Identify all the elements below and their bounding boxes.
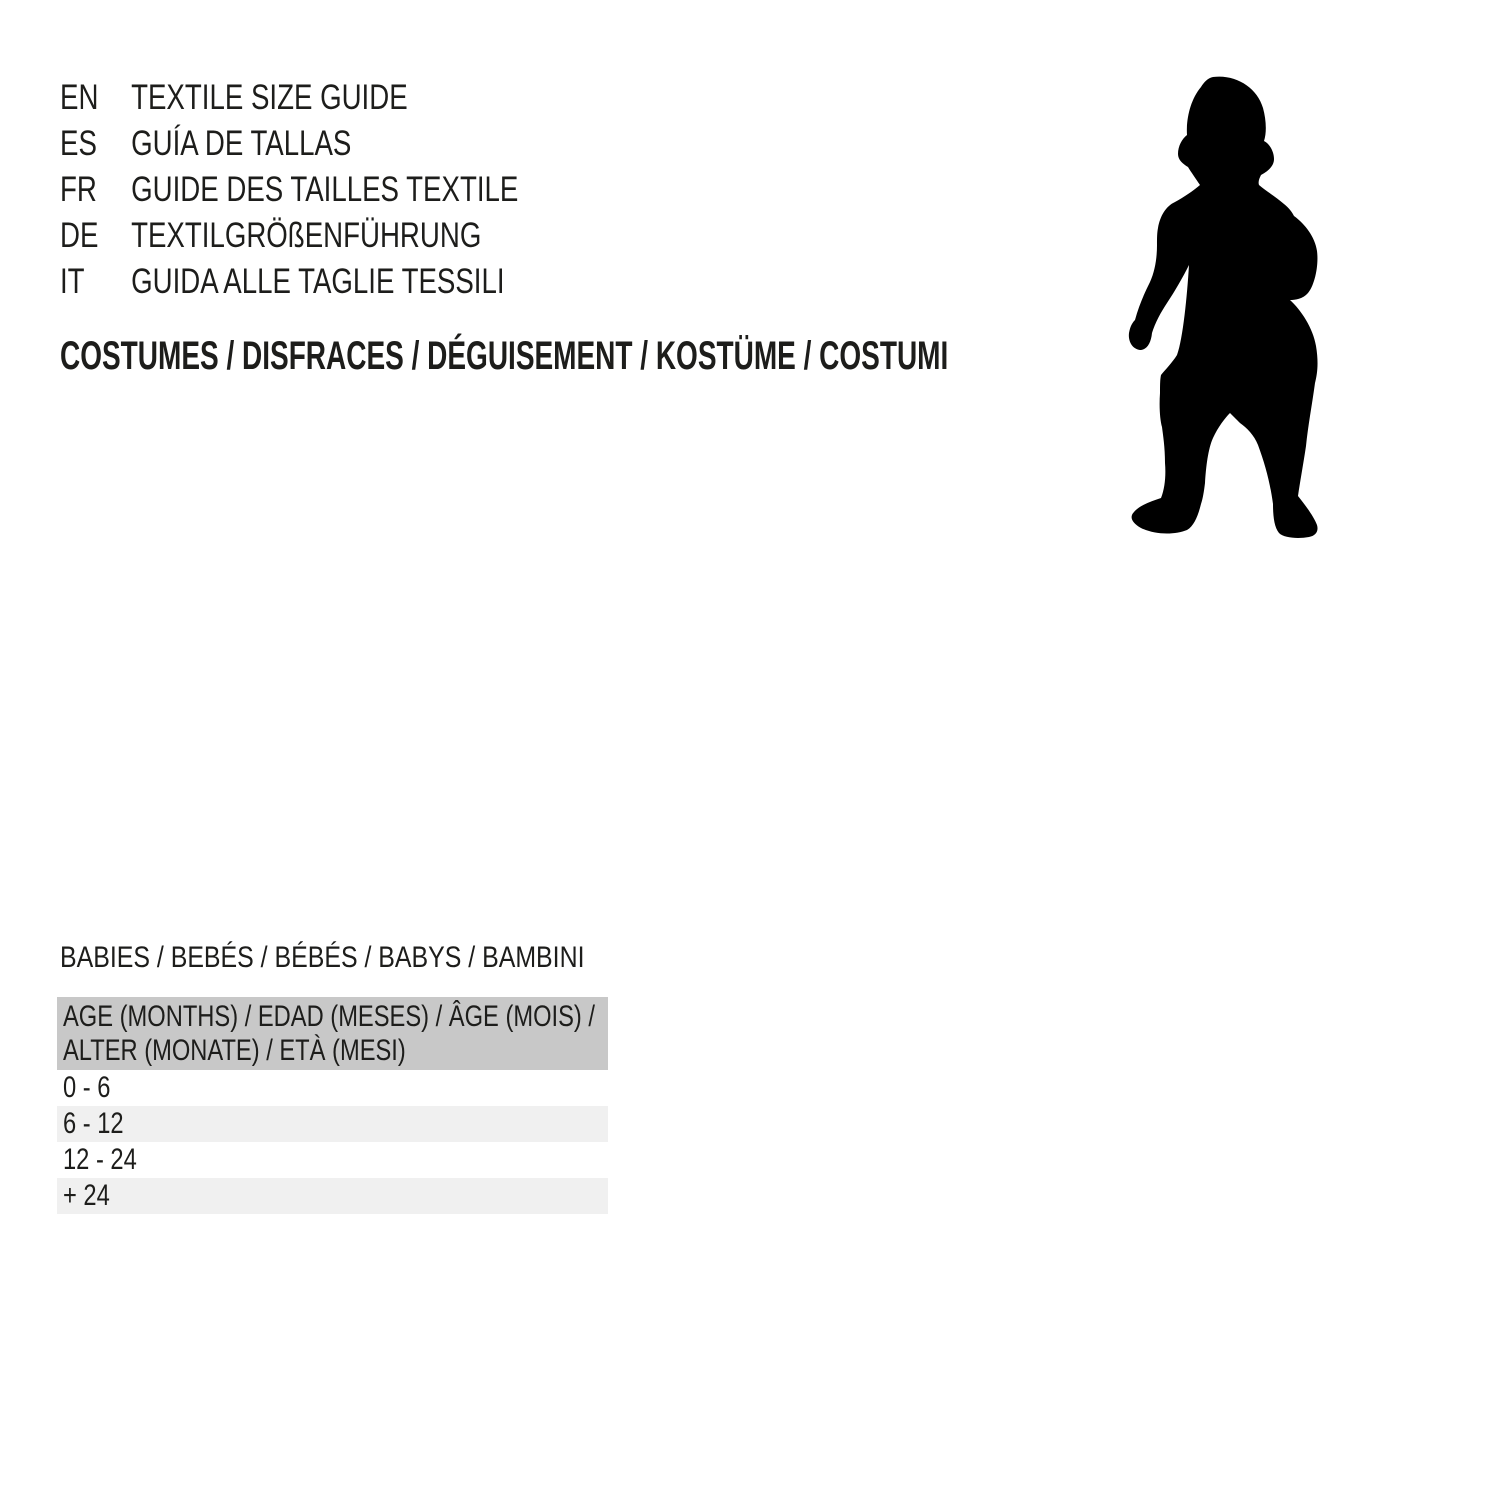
guide-title: GUIDA ALLE TAGLIE TESSILI — [131, 262, 505, 301]
language-row-en — [60, 75, 518, 121]
language-code: FR — [60, 170, 97, 209]
table-header-line2: ALTER (MONATE) / ETÀ (MESI) — [63, 1033, 406, 1067]
age-range-value: 0 - 6 — [63, 1071, 111, 1104]
guide-title: GUÍA DE TALLAS — [131, 124, 352, 163]
table-header — [57, 997, 608, 1070]
language-code: IT — [60, 262, 85, 301]
table-row — [57, 1106, 608, 1142]
language-row-de — [60, 213, 518, 259]
language-title-list — [60, 75, 640, 305]
table-section-title: BABIES / BEBÉS / BÉBÉS / BABYS / BAMBINI — [60, 941, 585, 974]
language-code: EN — [60, 78, 99, 117]
language-row-es — [60, 121, 518, 167]
table-row — [57, 1142, 608, 1178]
table-header-line1: AGE (MONTHS) / EDAD (MESES) / ÂGE (MOIS) / — [63, 999, 595, 1033]
language-code: ES — [60, 124, 97, 163]
language-code: DE — [60, 216, 99, 255]
guide-title: GUIDE DES TAILLES TEXTILE — [131, 170, 519, 209]
guide-title: TEXTILGRÖßENFÜHRUNG — [131, 216, 482, 255]
baby-silhouette-path — [1129, 77, 1318, 538]
age-range-value: 6 - 12 — [63, 1107, 124, 1140]
age-size-table — [57, 997, 608, 1214]
age-range-value: + 24 — [63, 1179, 110, 1212]
age-range-value: 12 - 24 — [63, 1143, 137, 1176]
category-title: COSTUMES / DISFRACES / DÉGUISEMENT / KOSTÜME / COSTUMI — [60, 334, 949, 378]
guide-title: TEXTILE SIZE GUIDE — [131, 78, 408, 117]
table-row — [57, 1070, 608, 1106]
language-row-fr — [60, 167, 518, 213]
language-row-it — [60, 259, 518, 305]
baby-silhouette-icon — [1127, 75, 1327, 540]
table-row — [57, 1178, 608, 1214]
